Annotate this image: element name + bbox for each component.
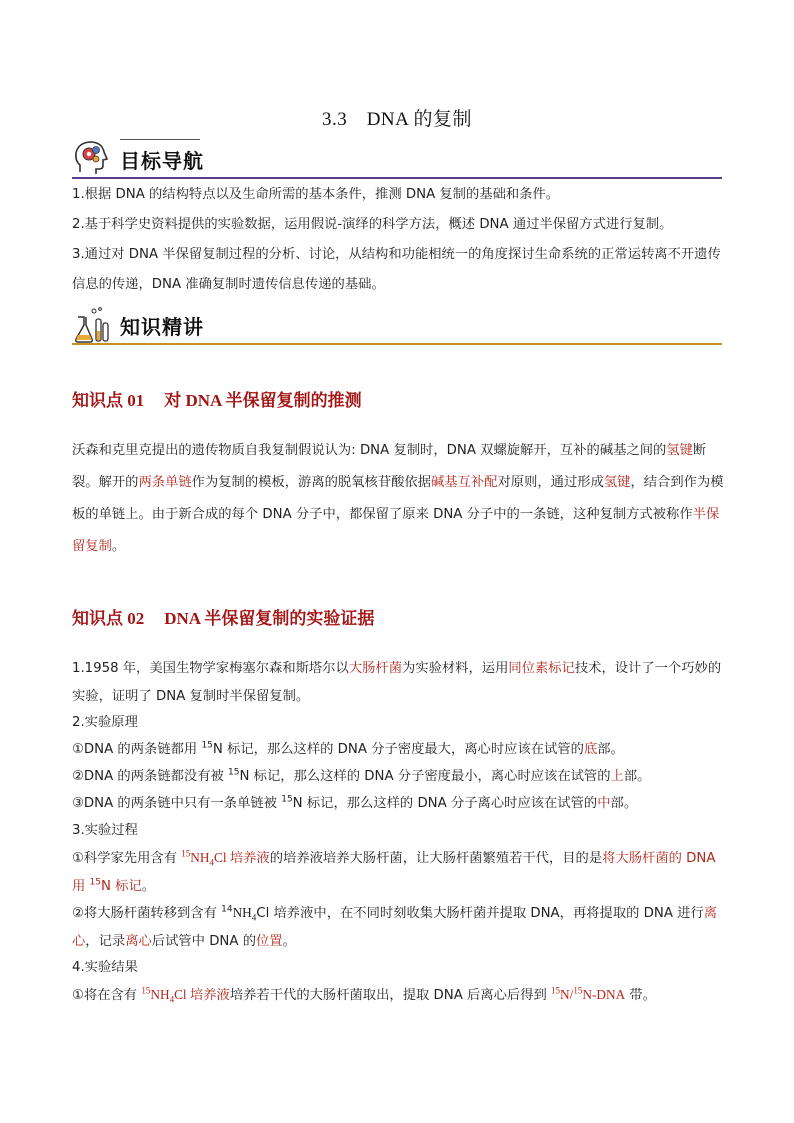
keyword: 氢键	[603, 475, 631, 490]
header-bottom-rule	[72, 343, 722, 345]
process-item-1: ①科学家先用含有 $^{15}NH_4Cl$ 培养液的培养液培养大肠杆菌，让大肠杆菌繁殖若干代，目的是将大肠杆菌的 DNA 用 $^{15}$N 标记。	[72, 848, 716, 894]
section-header-knowledge	[72, 305, 722, 345]
goal-1: 1.根据 DNA 的结构特点以及生命所需的基本条件，推测 DNA 复制的基础和条件。	[72, 187, 560, 202]
section-label-goals: 目标导航	[120, 149, 204, 173]
knowledge-point-01-heading	[72, 386, 362, 411]
kp1-paragraph: 沃森和克里克提出的遗传物质自我复制假说认为: DNA 复制时，DNA 双螺旋解开，互补的碱基之间的氢键断裂。解开的两条单链作为复制的模板，游离的脱氧核苷酸依据碱基互补配对原则，通过形成氢键，结合到作为模板的单链上。由于新合成的每个 DNA 分子中，都保留了原来 DNA 分子中的一条链，这种复制方式被称作半保留复制。	[72, 443, 724, 554]
header-top-rule	[120, 139, 200, 140]
section-label-knowledge: 知识精讲	[120, 315, 204, 339]
keyword: 碱基互补配	[431, 475, 498, 490]
principle-item-1: ①DNA 的两条链都用 $^{15}$N 标记，那么这样的 DNA 分子密度最大，离心时应该在试管的底部。	[72, 740, 624, 757]
principle-item-3: ③DNA 的两条链中只有一条单链被 $^{15}$N 标记，那么这样的 DNA 分子离心时应该在试管的中部。	[72, 794, 638, 811]
keyword: 半保留复制	[72, 507, 720, 554]
knowledge-point-02-heading	[72, 604, 374, 629]
header-bottom-rule	[72, 177, 722, 179]
goal-2: 2.基于科学史资料提供的实验数据，运用假说-演绎的科学方法，概述 DNA 通过半保留方式进行复制。	[72, 217, 673, 232]
kp-title: 对 DNA 半保留复制的推测	[164, 391, 362, 410]
result-item-1: ①将在含有 $^{15}NH_4Cl$ 培养液培养若干代的大肠杆菌取出，提取 DNA 后离心后得到 $^{15}$N/$^{15}$N-DNA 带。	[72, 985, 657, 1005]
principle-item-2: ②DNA 的两条链都没有被 $^{15}$N 标记，那么这样的 DNA 分子密度最小，离心时应该在试管的上部。	[72, 767, 651, 784]
kp2-heading-result: 4.实验结果	[72, 960, 138, 975]
process-item-2: ②将大肠杆菌转移到含有 $^{14}NH_4Cl$ 培养液中，在不同时刻收集大肠杆菌并提取 DNA，再将提取的 DNA 进行离心，记录离心后试管中 DNA 的位置。	[72, 904, 718, 949]
page-title: 3.3 DNA 的复制	[321, 109, 473, 130]
keyword: 两条单链	[138, 475, 192, 490]
keyword: 氢键	[666, 443, 693, 458]
flask-icon	[72, 305, 112, 345]
kp2-paragraph-1: 1.1958 年，美国生物学家梅塞尔森和斯塔尔以大肠杆菌为实验材料，运用同位素标记技术，设计了一个巧妙的实验，证明了 DNA 复制时半保留复制。	[72, 661, 722, 704]
kp-number: 知识点 01	[72, 391, 145, 410]
goal-3: 3.通过对 DNA 半保留复制过程的分析、讨论，从结构和功能相统一的角度探讨生命系统的正常运转离不开遗传信息的传递，DNA 准确复制时遗传信息传递的基础。	[72, 247, 721, 292]
kp2-heading-principle: 2.实验原理	[72, 715, 138, 730]
kp-number: 知识点 02	[72, 609, 145, 628]
head-gears-icon	[72, 139, 112, 179]
section-header-goals	[72, 139, 722, 179]
kp-title: DNA 半保留复制的实验证据	[164, 609, 375, 628]
kp2-heading-process: 3.实验过程	[72, 823, 138, 838]
